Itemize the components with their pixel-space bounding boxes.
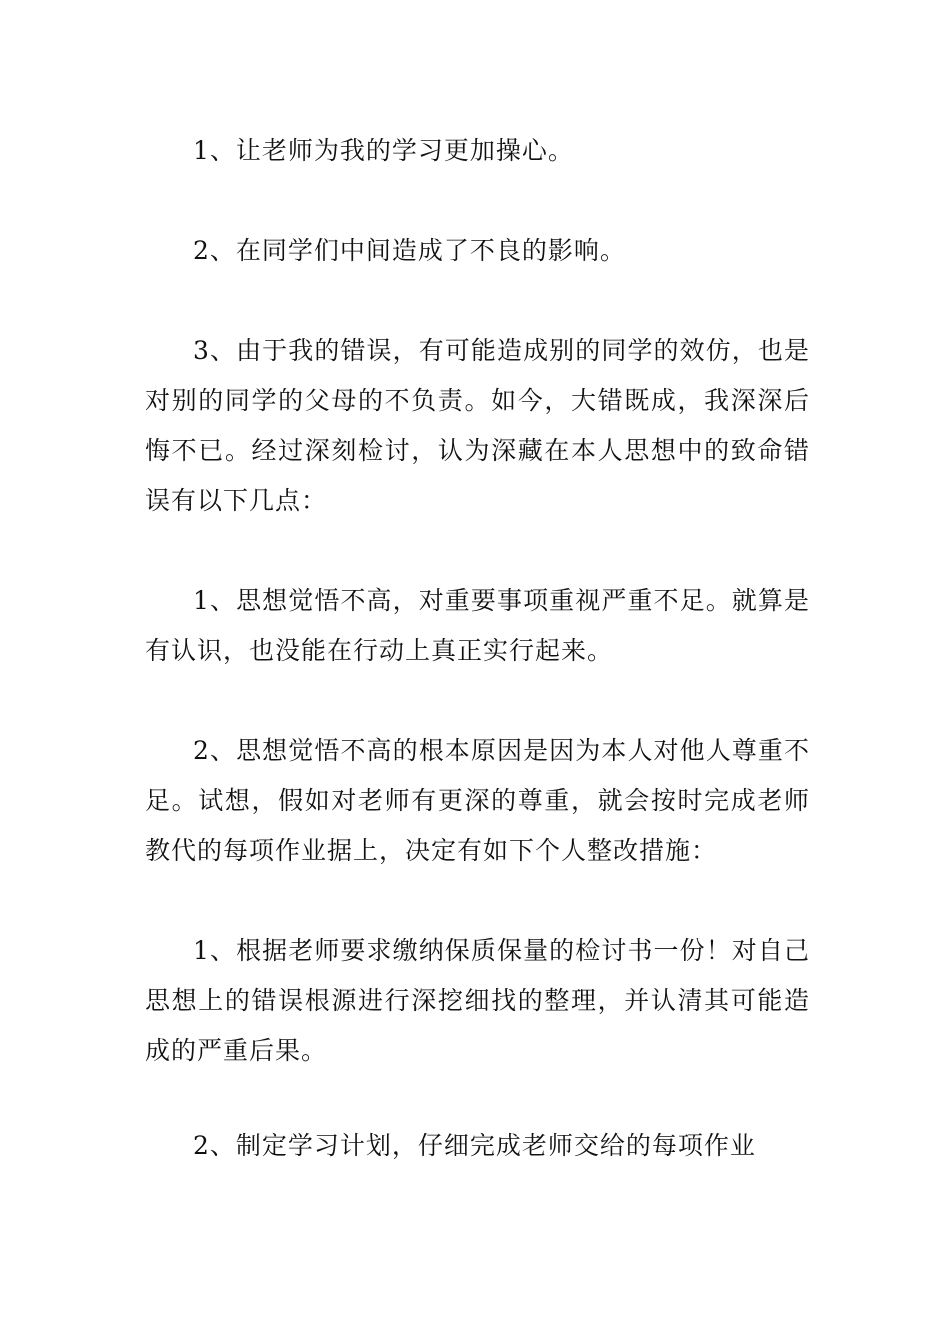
paragraph-5: 2、思想觉悟不高的根本原因是因为本人对他人尊重不足。试想，假如对老师有更深的尊重，就会按时完成老师教代的每项作业据上，决定有如下个人整改措施： bbox=[145, 736, 810, 865]
paragraph-7: 2、制定学习计划，仔细完成老师交给的每项作业 bbox=[193, 1131, 756, 1160]
paragraph-4: 1、思想觉悟不高，对重要事项重视严重不足。就算是有认识，也没能在行动上真正实行起来。 bbox=[145, 586, 810, 665]
paragraph-1: 1、让老师为我的学习更加操心。 bbox=[193, 136, 574, 165]
paragraph-6: 1、根据老师要求缴纳保质保量的检讨书一份！对自己思想上的错误根源进行深挖细找的整理，并认清其可能造成的严重后果。 bbox=[145, 936, 810, 1065]
paragraph-2: 2、在同学们中间造成了不良的影响。 bbox=[193, 236, 626, 265]
paragraph-3: 3、由于我的错误，有可能造成别的同学的效仿，也是对别的同学的父母的不负责。如今，大错既成，我深深后悔不已。经过深刻检讨，认为深藏在本人思想中的致命错误有以下几点： bbox=[145, 336, 810, 515]
